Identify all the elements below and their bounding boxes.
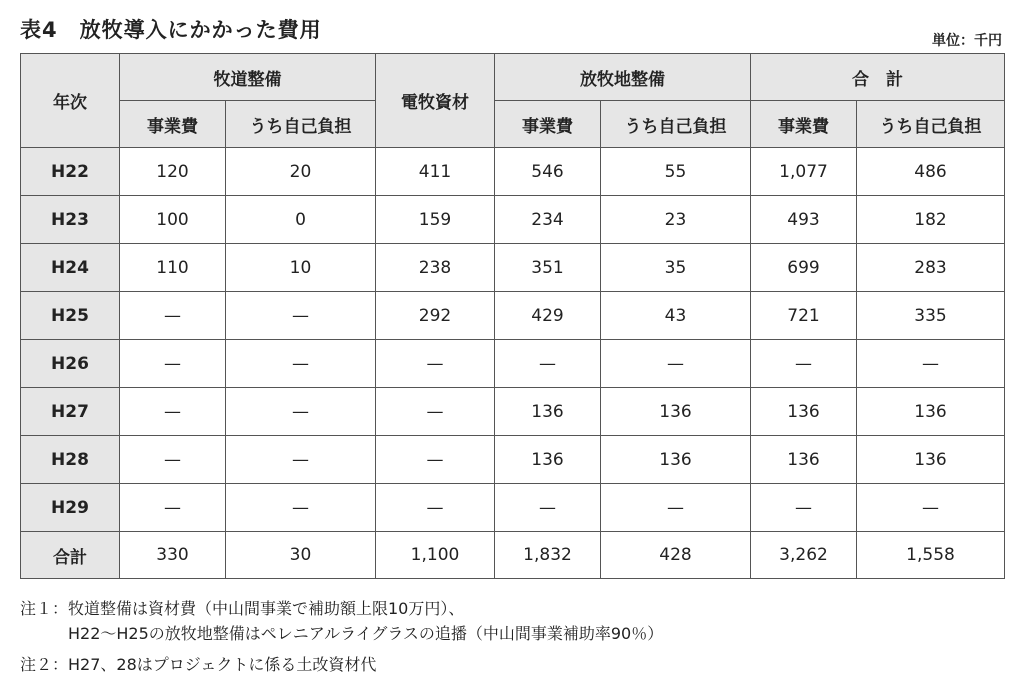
table-cell: 335 [857, 292, 1005, 340]
table-cell: 429 [495, 292, 601, 340]
table-cell: 35 [601, 244, 751, 292]
table-cell: — [376, 484, 495, 532]
table-cell: — [226, 484, 376, 532]
table-cell: 0 [226, 196, 376, 244]
table-cell: 136 [601, 436, 751, 484]
table-cell: — [601, 340, 751, 388]
table-cell: 136 [751, 388, 857, 436]
row-label: H26 [21, 340, 120, 388]
table-cell: 351 [495, 244, 601, 292]
table-cell: — [120, 340, 226, 388]
table-row [21, 484, 1005, 532]
table-row [21, 148, 1005, 196]
row-label: H22 [21, 148, 120, 196]
table-cell: 3,262 [751, 532, 857, 579]
table-row [21, 244, 1005, 292]
table-cell: 23 [601, 196, 751, 244]
table-cell: 493 [751, 196, 857, 244]
table-cell: — [226, 436, 376, 484]
row-label: H27 [21, 388, 120, 436]
header-electric-fence: 電牧資材 [376, 54, 495, 148]
subheader-self-burden: うち自己負担 [226, 101, 376, 148]
table-cell: 159 [376, 196, 495, 244]
table-cell: 411 [376, 148, 495, 196]
total-row [21, 532, 1005, 579]
table-cell: 234 [495, 196, 601, 244]
unit-label: 単位：千円 [932, 33, 1002, 49]
table-cell: 182 [857, 196, 1005, 244]
table-cell: 1,832 [495, 532, 601, 579]
table-cell: — [120, 388, 226, 436]
table-cell: 20 [226, 148, 376, 196]
header-pasture-maintenance: 放牧地整備 [495, 54, 751, 101]
table-cell: 55 [601, 148, 751, 196]
table-title: 表4 放牧導入にかかった費用 [20, 18, 322, 42]
table-row [21, 196, 1005, 244]
table-cell: — [751, 484, 857, 532]
table-cell: 238 [376, 244, 495, 292]
table-cell: — [857, 340, 1005, 388]
table-row [21, 292, 1005, 340]
subheader-cost: 事業費 [751, 101, 857, 148]
row-label: H24 [21, 244, 120, 292]
table-cell: — [120, 484, 226, 532]
table-cell: 100 [120, 196, 226, 244]
table-row [21, 340, 1005, 388]
table-cell: 43 [601, 292, 751, 340]
table-cell: 428 [601, 532, 751, 579]
subheader-self-burden: うち自己負担 [857, 101, 1005, 148]
subheader-cost: 事業費 [120, 101, 226, 148]
note-1-line-1: 注１：牧道整備は資材費（中山間事業で補助額上限10万円）、 [20, 599, 465, 618]
table-cell: — [120, 292, 226, 340]
table-cell: 136 [495, 436, 601, 484]
table-cell: 1,558 [857, 532, 1005, 579]
table-cell: 136 [495, 388, 601, 436]
table-cell: 30 [226, 532, 376, 579]
table-cell: 110 [120, 244, 226, 292]
table-cell: 721 [751, 292, 857, 340]
subheader-cost: 事業費 [495, 101, 601, 148]
note-1-line-2: H22～H25の放牧地整備はペレニアルライグラスの追播（中山間事業補助率90％） [68, 624, 664, 643]
table-cell: — [495, 484, 601, 532]
table-cell: 120 [120, 148, 226, 196]
table-cell: — [376, 436, 495, 484]
row-label: H28 [21, 436, 120, 484]
table-cell: — [601, 484, 751, 532]
row-label: H23 [21, 196, 120, 244]
table-cell: — [226, 388, 376, 436]
table-cell: 136 [751, 436, 857, 484]
table-cell: 699 [751, 244, 857, 292]
table-row [21, 436, 1005, 484]
table-cell: 486 [857, 148, 1005, 196]
table-cell: — [495, 340, 601, 388]
table-cell: — [120, 436, 226, 484]
table-cell: 10 [226, 244, 376, 292]
table-cell: — [376, 340, 495, 388]
total-label: 合計 [21, 532, 120, 579]
table-cell: 136 [857, 436, 1005, 484]
header-total: 合 計 [751, 54, 1005, 101]
cost-table [20, 53, 1005, 579]
table-cell: 330 [120, 532, 226, 579]
table-cell: 1,100 [376, 532, 495, 579]
header-year: 年次 [21, 54, 120, 148]
table-cell: — [376, 388, 495, 436]
table-cell: — [857, 484, 1005, 532]
row-label: H29 [21, 484, 120, 532]
table-cell: 136 [857, 388, 1005, 436]
table-cell: 292 [376, 292, 495, 340]
notes [20, 596, 663, 677]
table-cell: — [226, 292, 376, 340]
table-row [21, 388, 1005, 436]
table-cell: 1,077 [751, 148, 857, 196]
table-cell: 283 [857, 244, 1005, 292]
row-label: H25 [21, 292, 120, 340]
table-cell: — [226, 340, 376, 388]
table-cell: 546 [495, 148, 601, 196]
note-2: 注２：H27、28はプロジェクトに係る土改資材代 [20, 655, 377, 674]
table-cell: 136 [601, 388, 751, 436]
table-cell: — [751, 340, 857, 388]
subheader-self-burden: うち自己負担 [601, 101, 751, 148]
header-farm-road: 牧道整備 [120, 54, 376, 101]
